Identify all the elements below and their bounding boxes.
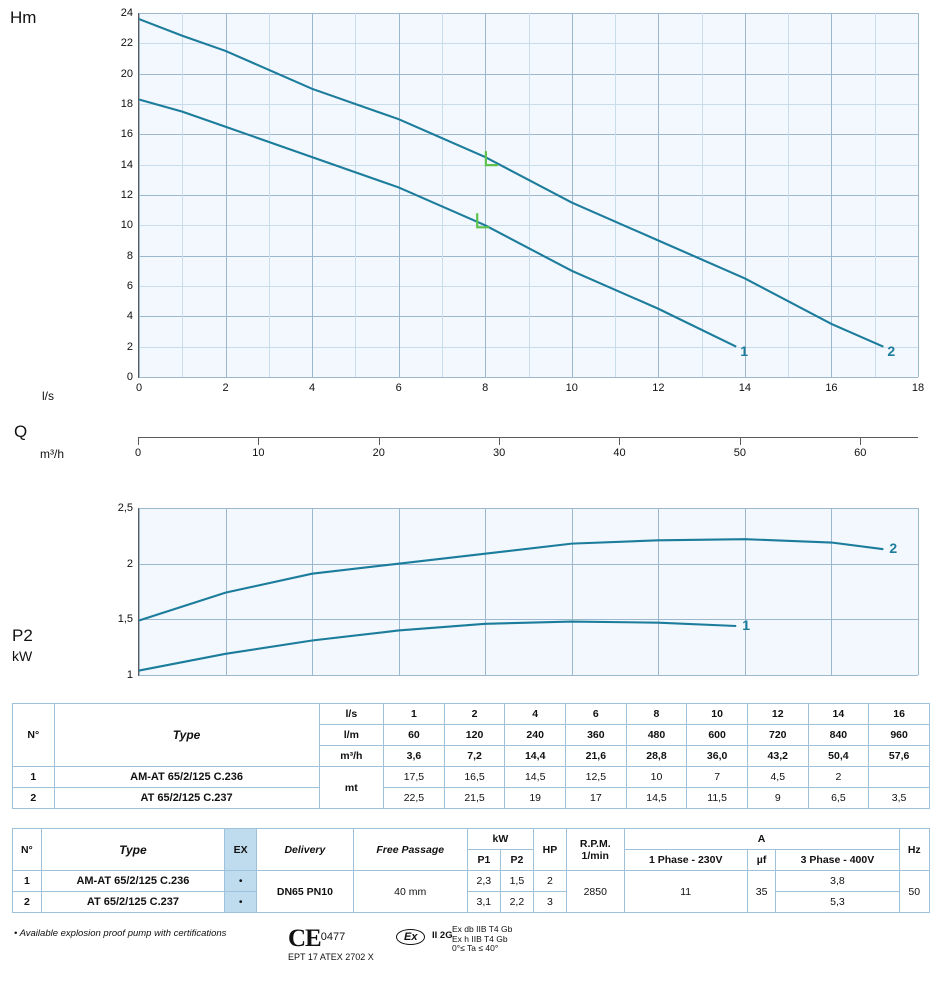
flow-value: 840 <box>808 725 869 746</box>
q-tick-label: 10 <box>252 447 265 459</box>
y-tick-label: 22 <box>120 37 133 50</box>
flow-value: 36,0 <box>687 746 748 767</box>
footer-note: • Available explosion proof pump with certifications <box>14 928 227 939</box>
table-row <box>13 704 930 725</box>
q-tick-label: 0 <box>134 447 142 459</box>
row-number: 1 <box>13 871 42 892</box>
ex-marking-line-1: Ex db IIB T4 Gb <box>452 924 513 934</box>
x-tick-label: 4 <box>309 382 316 394</box>
y-tick-label: 2 <box>126 557 133 570</box>
x-tick-label: 6 <box>395 382 402 394</box>
q-axis <box>134 437 918 460</box>
q-tick-label: 20 <box>372 447 385 459</box>
q-tick <box>619 438 620 445</box>
head-value: 10 <box>626 767 687 788</box>
row-type: AM-AT 65/2/125 C.236 <box>54 767 319 788</box>
y-tick-label: 0 <box>126 371 133 383</box>
row-type: AT 65/2/125 C.237 <box>54 788 319 809</box>
col-rpm-header: R.P.M. 1/min <box>566 829 624 871</box>
flow-value: 600 <box>687 725 748 746</box>
q-tick-label: 50 <box>733 447 746 459</box>
col-p1-header: P1 <box>467 850 500 871</box>
y-tick-label: 24 <box>120 7 133 19</box>
q-tick <box>138 438 139 445</box>
power-curve-label-2: 2 <box>889 540 898 557</box>
x-tick-label: 16 <box>825 382 838 394</box>
flow-value: 16 <box>869 704 930 725</box>
col-phase1-header: 1 Phase - 230V <box>624 850 747 871</box>
head-value: 19 <box>505 788 566 809</box>
col-number-header: N° <box>13 829 42 871</box>
y-tick-label: 1,5 <box>117 613 133 626</box>
flow-value: 50,4 <box>808 746 869 767</box>
row-p2: 2,2 <box>500 892 533 913</box>
q-tick <box>860 438 861 445</box>
power-curve-2 <box>139 539 883 620</box>
ex-marking-line-3: 0°≤ Ta ≤ 40° <box>452 943 499 953</box>
row-delivery: DN65 PN10 <box>257 871 353 913</box>
power-curve-1 <box>139 622 736 671</box>
flow-value: 120 <box>444 725 505 746</box>
flow-value: 960 <box>869 725 930 746</box>
flow-value: 14 <box>808 704 869 725</box>
row-free-passage: 40 mm <box>353 871 467 913</box>
q-tick <box>379 438 380 445</box>
y-tick-label: 6 <box>126 280 133 292</box>
flow-value: 2 <box>444 704 505 725</box>
ex-oval-label: Ex <box>396 929 425 945</box>
kw-axis-label: kW <box>12 648 33 664</box>
row-type: AT 65/2/125 C.237 <box>41 892 224 913</box>
q-tick-label: 40 <box>613 447 626 459</box>
col-free-passage-header: Free Passage <box>353 829 467 871</box>
row-number: 2 <box>13 788 55 809</box>
col-p2-header: P2 <box>500 850 533 871</box>
q-tick-label: 60 <box>854 447 867 459</box>
col-hz-header: Hz <box>899 829 929 871</box>
flow-value: 1 <box>384 704 445 725</box>
col-ex-header: EX <box>225 829 257 871</box>
curve-label-1: 1 <box>740 342 749 359</box>
y-tick-label: 2,5 <box>117 502 133 514</box>
flow-value: 4 <box>505 704 566 725</box>
ex-marking-lines <box>452 925 512 954</box>
flow-value: 28,8 <box>626 746 687 767</box>
table-row <box>13 892 930 913</box>
col-phase3-header: 3 Phase - 400V <box>776 850 899 871</box>
col-hp-header: HP <box>533 829 566 871</box>
head-value: 2 <box>808 767 869 788</box>
x-tick-label: 18 <box>911 382 925 394</box>
row-p1: 2,3 <box>467 871 500 892</box>
ex-marking-line-2: Ex h IIB T4 Gb <box>452 933 508 944</box>
q-tick <box>499 438 500 445</box>
ls-axis-label-1: l/s <box>42 389 54 403</box>
specification-table <box>12 828 930 913</box>
head-value: 21,5 <box>444 788 505 809</box>
x-tick-label: 8 <box>482 382 489 394</box>
flow-value: 57,6 <box>869 746 930 767</box>
curve-label-2: 2 <box>887 342 896 359</box>
ex-group-label: II 2G <box>432 930 453 941</box>
head-value: 7 <box>687 767 748 788</box>
x-tick-label: 10 <box>565 382 578 394</box>
row-phase3-amps: 3,8 <box>776 871 899 892</box>
row-ex-mark: • <box>225 892 257 913</box>
row-rpm: 2850 <box>566 871 624 913</box>
head-value: 11,5 <box>687 788 748 809</box>
head-value <box>869 767 930 788</box>
y-tick-label: 16 <box>120 128 133 141</box>
col-number-header: N° <box>13 704 55 767</box>
q-axis-title: Q <box>14 422 28 441</box>
col-type-header: Type <box>41 829 224 871</box>
gridline-y <box>139 377 918 378</box>
hm-axis-title: Hm <box>10 8 37 27</box>
flow-value: 3,6 <box>384 746 445 767</box>
flow-value: 12 <box>747 704 808 725</box>
head-value: 17,5 <box>384 767 445 788</box>
row-phase1-amps: 11 <box>624 871 747 913</box>
row-uf: 35 <box>747 871 776 913</box>
table-row <box>13 829 930 850</box>
row-type: AM-AT 65/2/125 C.236 <box>41 871 224 892</box>
head-value: 14,5 <box>505 767 566 788</box>
ce-number: 0477 <box>320 931 346 943</box>
q-tick <box>258 438 259 445</box>
x-tick-label: 0 <box>135 382 143 394</box>
row-number: 1 <box>13 767 55 788</box>
x-tick-label: 14 <box>738 382 751 394</box>
performance-table <box>12 703 930 809</box>
row-number: 2 <box>13 892 42 913</box>
flow-unit-0: l/s <box>319 704 383 725</box>
power-curve-label-1: 1 <box>742 617 751 633</box>
gridline-x <box>918 13 919 377</box>
x-tick-label: 2 <box>222 382 229 394</box>
y-tick-label: 8 <box>126 249 133 262</box>
col-delivery-header: Delivery <box>257 829 353 871</box>
gridline-y <box>139 675 918 676</box>
row-hp: 2 <box>533 871 566 892</box>
q-tick-label: 30 <box>492 447 506 459</box>
flow-value: 43,2 <box>747 746 808 767</box>
ce-glyph: CE <box>288 925 321 952</box>
head-value: 9 <box>747 788 808 809</box>
curve-2 <box>139 19 883 347</box>
flow-value: 360 <box>566 725 627 746</box>
y-tick-label: 10 <box>120 219 133 232</box>
head-value: 6,5 <box>808 788 869 809</box>
col-kw-header: kW <box>467 829 533 850</box>
col-type-header: Type <box>54 704 319 767</box>
head-value: 3,5 <box>869 788 930 809</box>
row-p2: 1,5 <box>500 871 533 892</box>
head-value: 16,5 <box>444 767 505 788</box>
head-capacity-chart <box>120 7 925 394</box>
y-tick-label: 12 <box>120 189 133 201</box>
row-ex-mark: • <box>225 871 257 892</box>
ce-mark <box>288 925 345 953</box>
head-value: 4,5 <box>747 767 808 788</box>
flow-value: 720 <box>747 725 808 746</box>
atex-certificate-text: EPT 17 ATEX 2702 X <box>288 952 374 962</box>
flow-value: 21,6 <box>566 746 627 767</box>
flow-value: 240 <box>505 725 566 746</box>
flow-value: 60 <box>384 725 445 746</box>
col-amps-header: A <box>624 829 899 850</box>
table-row <box>13 788 930 809</box>
y-tick-label: 18 <box>120 98 133 110</box>
row-hp: 3 <box>533 892 566 913</box>
y-tick-label: 4 <box>126 310 133 323</box>
head-unit: mt <box>319 767 383 809</box>
flow-value: 10 <box>687 704 748 725</box>
table-row <box>13 871 930 892</box>
head-value: 17 <box>566 788 627 809</box>
flow-value: 14,4 <box>505 746 566 767</box>
row-hz: 50 <box>899 871 929 913</box>
y-tick-label: 20 <box>120 67 133 80</box>
col-uf-header: µf <box>747 850 776 871</box>
ex-badge-icon <box>396 927 425 945</box>
flow-value: 480 <box>626 725 687 746</box>
row-phase3-amps: 5,3 <box>776 892 899 913</box>
flow-unit-2: m³/h <box>319 746 383 767</box>
y-tick-label: 14 <box>120 158 133 171</box>
row-p1: 3,1 <box>467 892 500 913</box>
gridline-x <box>918 508 919 675</box>
y-tick-label: 2 <box>126 340 133 353</box>
flow-value: 8 <box>626 704 687 725</box>
flow-unit-1: l/m <box>319 725 383 746</box>
table-row <box>13 767 930 788</box>
y-tick-label: 1 <box>126 669 133 681</box>
x-tick-label: 12 <box>652 382 665 394</box>
p2-axis-title: P2 <box>12 626 33 645</box>
power-chart <box>117 502 918 681</box>
flow-value: 6 <box>566 704 627 725</box>
m3h-axis-label: m³/h <box>40 447 64 461</box>
q-tick <box>740 438 741 445</box>
head-value: 14,5 <box>626 788 687 809</box>
head-value: 12,5 <box>566 767 627 788</box>
head-value: 22,5 <box>384 788 445 809</box>
flow-value: 7,2 <box>444 746 505 767</box>
